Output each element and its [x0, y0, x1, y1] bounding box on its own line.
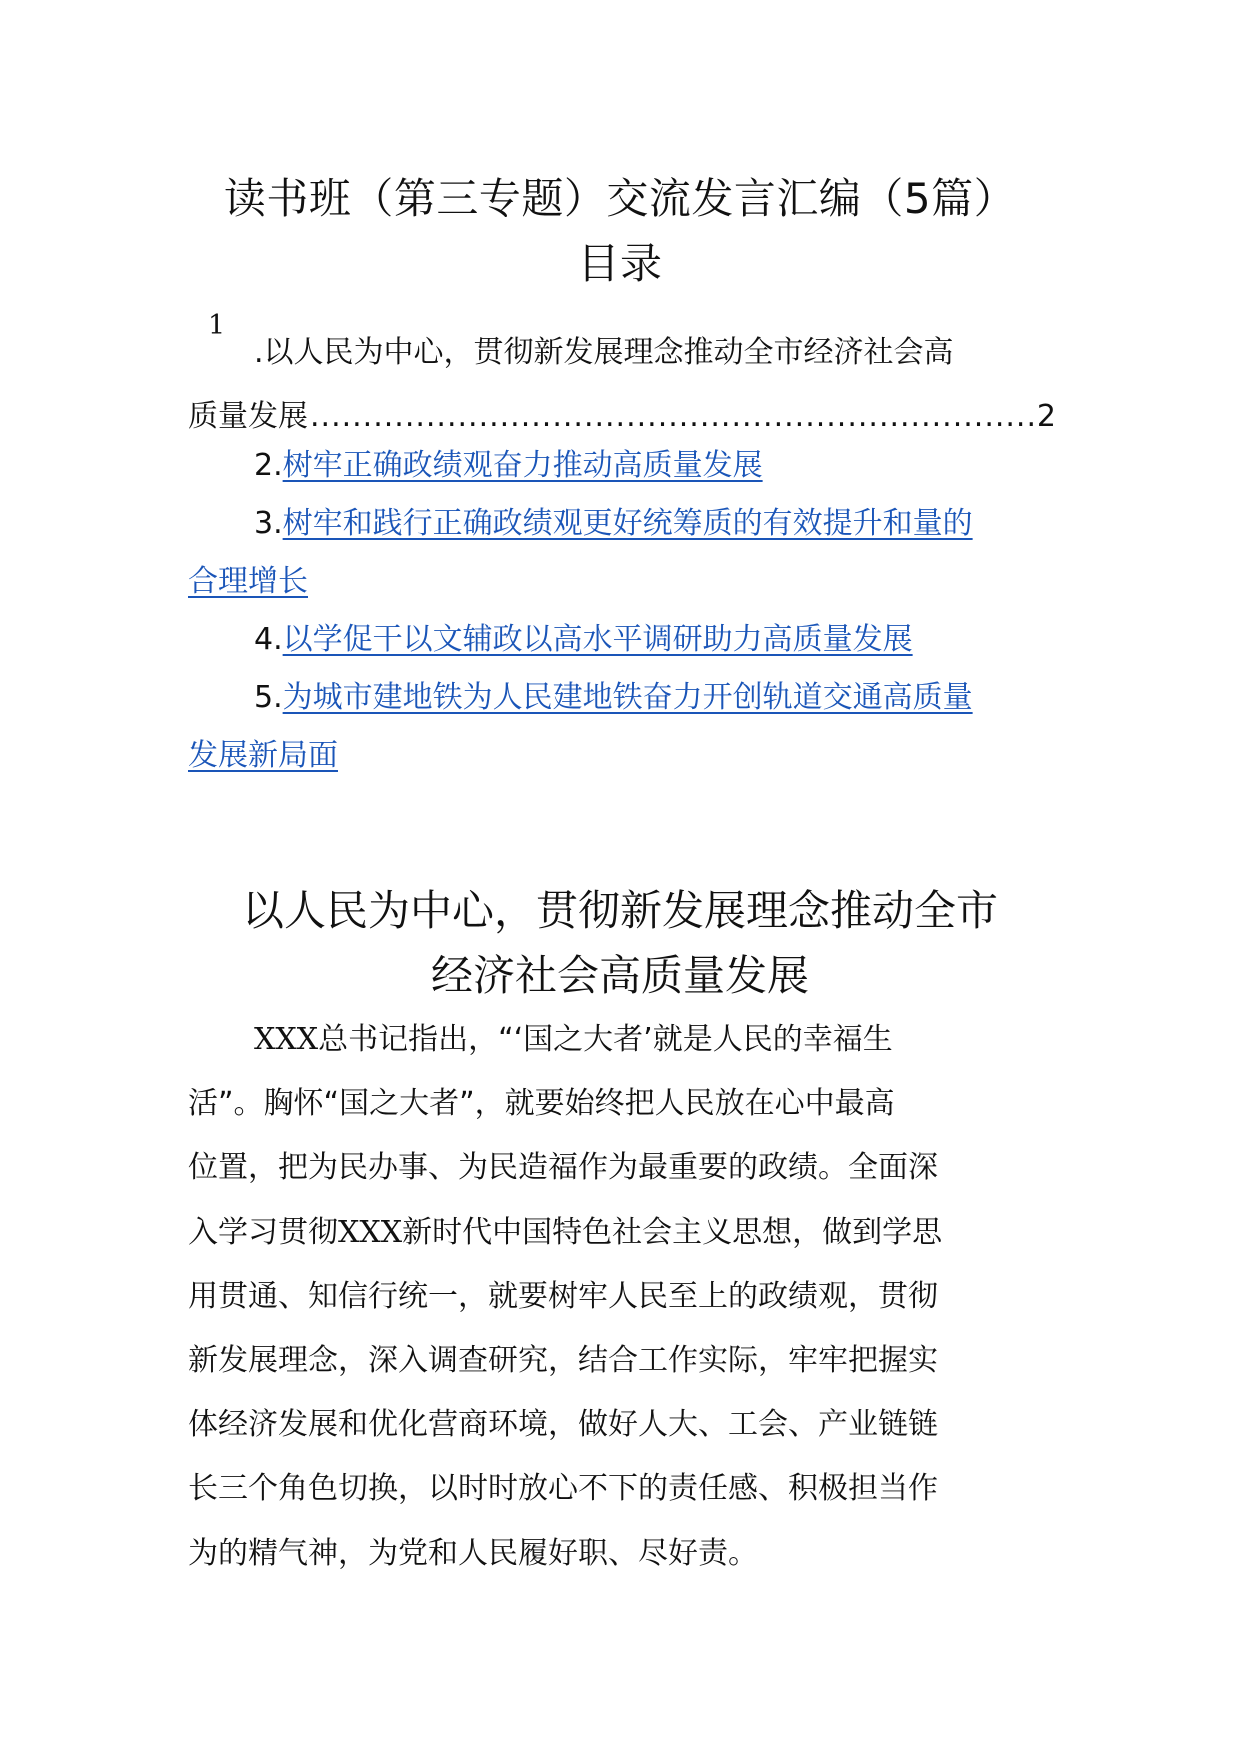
toc-item-2-number: 2.	[254, 448, 283, 483]
toc-link-5-line1[interactable]: 为城市建地铁为人民建地铁奋力开创轨道交通高质量	[282, 680, 973, 715]
section-title-line1: 以人民为中心，贯彻新发展理念推动全市	[241, 886, 998, 935]
body-paragraph	[188, 1008, 1056, 1586]
toc-item-4	[188, 608, 1056, 672]
toc-item-5-number: 5.	[254, 680, 283, 715]
toc-item-5	[188, 666, 1056, 788]
body-line-6: 新发展理念，深入调查研究，结合工作实际，牢牢把握实	[188, 1342, 938, 1378]
toc-item-4-number: 4.	[254, 622, 283, 657]
section-title-line2: 经济社会高质量发展	[430, 951, 809, 1000]
toc-heading: 目录	[577, 239, 663, 288]
body-line-8: 长三个角色切换，以时时放心不下的责任感、积极担当作	[188, 1471, 938, 1507]
toc-link-4[interactable]: 以学促干以文辅政以高水平调研助力高质量发展	[282, 622, 913, 657]
toc-link-3-line2[interactable]: 合理增长	[188, 564, 308, 599]
document-title: 读书班（第三专题）交流发言汇编（5篇）	[223, 174, 1017, 223]
toc-item-3	[188, 492, 1056, 614]
toc-item-3-number: 3.	[254, 506, 283, 541]
body-line-4: 入学习贯彻XXX新时代中国特色社会主义思想，做到学思	[188, 1214, 943, 1250]
toc-item-1-text: 质量发展	[188, 399, 308, 434]
placeholder-name: XXX	[338, 1214, 403, 1250]
toc-item-1[interactable]	[188, 321, 1056, 449]
body-line-1: XXX总书记指出，“‘国之大者’就是人民的幸福生	[254, 1022, 893, 1057]
toc-link-3-line1[interactable]: 树牢和践行正确政绩观更好统筹质的有效提升和量的	[282, 506, 973, 541]
toc-item-2	[188, 434, 1056, 498]
toc-item-1-number: 1	[208, 310, 226, 341]
body-line-2: 活”。胸怀“国之大者”，就要始终把人民放在心中最高	[188, 1086, 895, 1122]
placeholder-name: XXX	[254, 1022, 319, 1057]
body-line-5: 用贯通、知信行统一，就要树牢人民至上的政绩观，贯彻	[188, 1278, 938, 1314]
toc-item-1-page: 2	[1036, 399, 1056, 434]
toc-item-1-line1: .以人民为中心，贯彻新发展理念推动全市经济社会高	[254, 335, 954, 370]
body-line-9: 为的精气神，为党和人民履好职、尽好责。	[188, 1535, 758, 1571]
toc-link-5-line2[interactable]: 发展新局面	[188, 738, 338, 773]
toc-link-2[interactable]: 树牢正确政绩观奋力推动高质量发展	[282, 448, 763, 483]
body-line-3: 位置，把为民办事、为民造福作为最重要的政绩。全面深	[188, 1150, 938, 1186]
body-line-7: 体经济发展和优化营商环境，做好人大、工会、产业链链	[188, 1407, 938, 1443]
